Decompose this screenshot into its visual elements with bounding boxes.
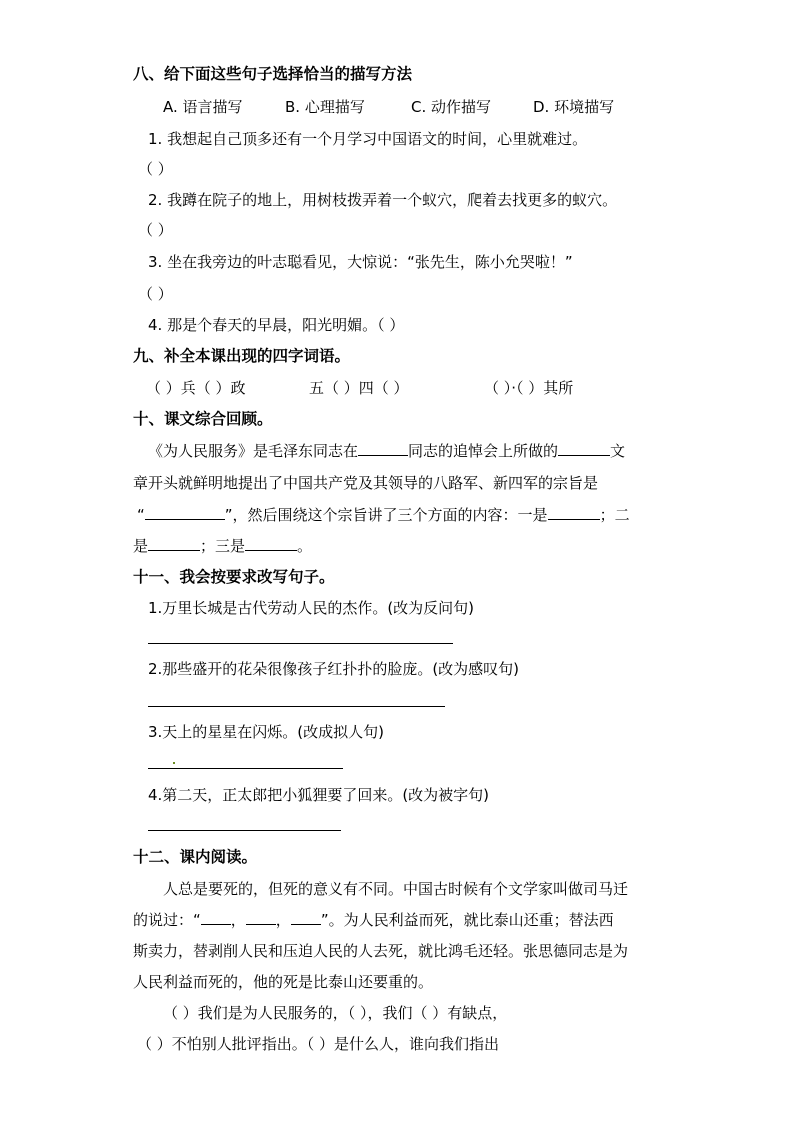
s8-answer-3[interactable]: （ ）	[138, 285, 173, 303]
review-text-7: 是	[133, 537, 149, 555]
rewrite-question-1: 1.万里长城是古代劳动人民的杰作。(改为反问句)	[148, 599, 475, 617]
blank-second[interactable]	[148, 536, 200, 551]
option-c: C. 动作描写	[411, 98, 492, 116]
review-line-2: 章开头就鲜明地提出了中国共产党及其领导的八路军、新四军的宗旨是	[133, 474, 599, 492]
option-b: B. 心理描写	[285, 98, 365, 116]
s8-question-4: 4. 那是个春天的早晨，阳光明媚。（ ）	[148, 316, 405, 334]
idiom-1[interactable]: （ ）兵（ ）政	[146, 379, 246, 397]
reading-text-2a: 的说过：“	[133, 911, 201, 929]
blank-article[interactable]	[558, 441, 610, 456]
reading-line-3: 斯卖力，替剥削人民和压迫人民的人去死，就比鸿毛还轻。张思德同志是为	[133, 942, 629, 960]
review-line-1	[148, 440, 625, 462]
section-10-title: 十、课文综合回顾。	[133, 410, 273, 428]
review-text-9: 。	[297, 537, 313, 555]
quote-blank-2[interactable]	[246, 910, 276, 925]
s8-question-2: 2. 我蹲在院子的地上，用树枝拨弄着一个蚁穴，爬着去找更多的蚁穴。	[148, 191, 618, 209]
s8-question-3: 3. 坐在我旁边的叶志聪看见，大惊说：“张先生，陈小允哭啦！”	[148, 253, 573, 271]
answer-line-4[interactable]	[148, 830, 341, 831]
review-text-2: 同志的追悼会上所做的	[408, 442, 559, 460]
review-text-3: 文	[610, 442, 626, 460]
review-text-5: ”，然后围绕这个宗旨讲了三个方面的内容：一是	[224, 506, 548, 524]
s8-answer-1[interactable]: （ ）	[138, 160, 173, 178]
quote-blank-3[interactable]	[291, 910, 321, 925]
section-9-title: 九、补全本课出现的四字词语。	[133, 347, 351, 365]
review-text-1: 《为人民服务》是毛泽东同志在	[148, 442, 359, 460]
reading-text-2d: ”。为人民利益而死，就比泰山还重；替法西	[320, 911, 614, 929]
idiom-3[interactable]: （ ）·（ ）其所	[484, 379, 574, 397]
rewrite-question-2: 2.那些盛开的花朵很像孩子红扑扑的脸庞。(改为感叹句)	[148, 660, 520, 678]
review-line-3	[137, 504, 630, 526]
reading-passage	[133, 874, 663, 998]
blank-person[interactable]	[358, 441, 408, 456]
review-line-4	[133, 535, 312, 557]
reading-line-4: 人民利益而死的，他的死是比泰山还要重的。	[133, 973, 434, 991]
reading-text-2c: ，	[275, 911, 291, 929]
section-8-title: 八、给下面这些句子选择恰当的描写方法	[133, 65, 413, 83]
reading-line-2	[133, 905, 663, 936]
option-a: A. 语言描写	[163, 98, 243, 116]
reading-text-2b: ，	[230, 911, 246, 929]
review-text-6: ；二	[599, 506, 630, 524]
option-d: D. 环境描写	[533, 98, 615, 116]
reading-line-1: 人总是要死的，但死的意义有不同。中国古时候有个文学家叫做司马迁	[163, 880, 629, 898]
answer-line-3[interactable]	[148, 768, 343, 769]
answer-line-1[interactable]	[148, 643, 453, 644]
blank-first[interactable]	[548, 505, 600, 520]
connectives-line-2[interactable]: （ ）不怕别人批评指出。（ ）是什么人，谁向我们指出	[137, 1035, 500, 1053]
blank-purpose[interactable]	[145, 505, 225, 520]
section-12-title: 十二、课内阅读。	[133, 848, 258, 866]
section-11-title: 十一、我会按要求改写句子。	[133, 568, 335, 586]
rewrite-question-4: 4.第二天，正太郎把小狐狸要了回来。(改为被字句)	[148, 786, 490, 804]
answer-line-2[interactable]	[148, 706, 445, 707]
connectives-line-1[interactable]: （ ）我们是为人民服务的，（ ），我们（ ）有缺点，	[163, 1004, 508, 1022]
rewrite-question-3: 3.天上的星星在闪烁。(改成拟人句)	[148, 723, 385, 741]
idiom-2[interactable]: 五（ ）四（ ）	[309, 379, 409, 397]
s8-question-1: 1. 我想起自己顶多还有一个月学习中国语文的时间，心里就难过。	[148, 130, 588, 148]
review-text-4: “	[137, 506, 145, 524]
stray-mark	[173, 762, 175, 764]
review-text-8: ；三是	[200, 537, 246, 555]
s8-answer-2[interactable]: （ ）	[138, 221, 173, 239]
quote-blank-1[interactable]	[201, 910, 231, 925]
blank-third[interactable]	[245, 536, 297, 551]
